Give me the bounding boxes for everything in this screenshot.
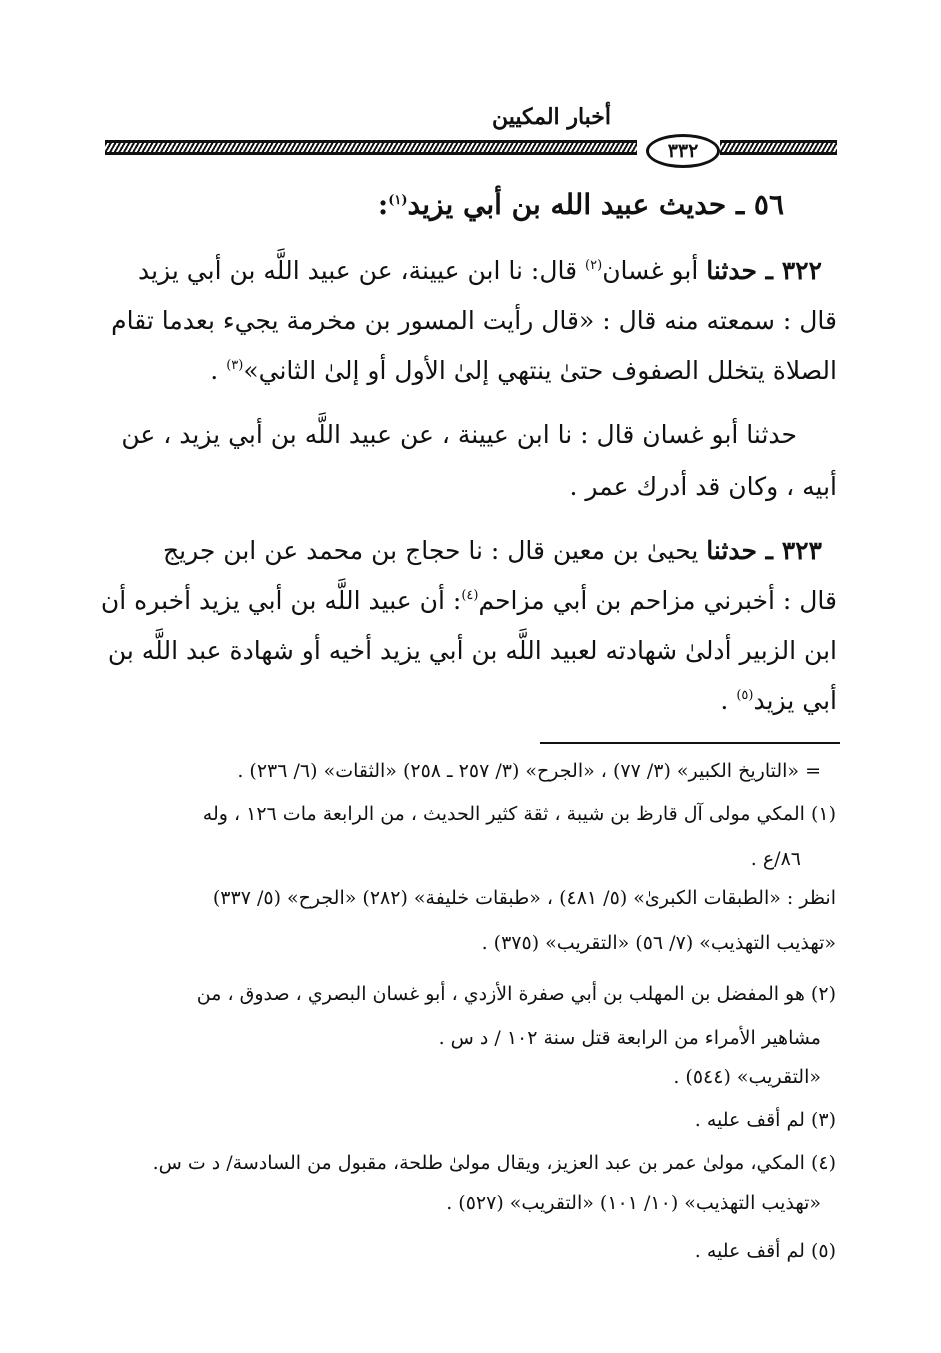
footnote-line: «تهذيب التهذيب» (١٠/ ١٠١) «التقريب» (٥٢٧) . <box>446 1192 821 1214</box>
footnote-line: مشاهير الأمراء من الرابعة قتل سنة ١٠٢ / د س . <box>438 1027 821 1049</box>
hadith-322-line-2: قال : سمعته منه قال : «قال رأيت المسور بن مخرمة يجيء بعدما تقام <box>111 306 837 335</box>
header-rule <box>105 138 837 162</box>
hadith-322-line-3: الصلاة يتخلل الصفوف حتىٰ ينتهي إلىٰ الأول أو إلىٰ الثاني»$^{(٣)}$ . <box>210 356 837 385</box>
page-number: ٣٣٢ <box>646 134 720 168</box>
header-rule-right <box>720 140 837 155</box>
header-rule-left <box>105 140 637 155</box>
hadith-323-line-3: ابن الزبير أدلىٰ شهادته لعبيد اللَّه بن أبي يزيد أخيه أو شهادة عبد اللَّه بن <box>107 636 837 665</box>
footnote-line: = «التاريخ الكبير» (٣/ ٧٧) ، «الجرح» (٣/ ٢٥٧ ـ ٢٥٨) «الثقات» (٦/ ٢٣٦) . <box>237 760 821 782</box>
footnote-divider <box>540 742 840 744</box>
hadith-323-line-4: أبي يزيد$^{(٥)}$ . <box>720 686 837 715</box>
hadith-322-number: ٣٢٢ ـ حدثنا <box>706 256 822 285</box>
hadith-322-line-1: ٣٢٢ ـ حدثنا أبو غسان$^{(٢)}$ قال: نا ابن عيينة، عن عبيد اللَّه بن أبي يزيد <box>138 256 822 285</box>
footnote-line: (٤) المكي، مولىٰ عمر بن عبد العزيز، ويقال مولىٰ طلحة، مقبول من السادسة/ د ت س. <box>152 1152 836 1174</box>
footnote-line: (٣) لم أقف عليه . <box>694 1109 836 1131</box>
footnote-line: ٨٦/ع . <box>750 848 801 870</box>
footnote-line: (٥) لم أقف عليه . <box>694 1240 836 1262</box>
footnote-line: «تهذيب التهذيب» (٧/ ٥٦) «التقريب» (٣٧٥) . <box>481 932 836 954</box>
hadith-323-line-1: ٣٢٣ ـ حدثنا يحيىٰ بن معين قال : نا حجاج بن محمد عن ابن جريج <box>163 536 822 565</box>
footnote-line: انظر : «الطبقات الكبرىٰ» (٥/ ٤٨١) ، «طبقات خليفة» (٢٨٢) «الجرح» (٥/ ٣٣٧) <box>212 887 836 909</box>
hadith-322-chain-line-1: حدثنا أبو غسان قال : نا ابن عيينة ، عن عبيد اللَّه بن أبي يزيد ، عن <box>121 420 797 449</box>
section-heading-text: ٥٦ ـ حديث عبيد الله بن أبي يزيد <box>407 188 784 221</box>
footnote-ref-5: (٥) <box>736 688 754 703</box>
footnote-line: «التقريب» (٥٤٤) . <box>673 1066 821 1088</box>
section-heading-colon: : <box>377 188 389 221</box>
running-title: أخبار المكيين <box>491 104 611 130</box>
footnote-ref-1: (١) <box>388 193 408 208</box>
hadith-323-number: ٣٢٣ ـ حدثنا <box>706 536 822 565</box>
footnote-ref-3: (٣) <box>226 358 244 373</box>
footnote-line: (٢) هو المفضل بن المهلب بن أبي صفرة الأزدي ، أبو غسان البصري ، صدوق ، من <box>196 983 836 1005</box>
hadith-323-line-2: قال : أخبرني مزاحم بن أبي مزاحم$^{(٤)}$: أن عبيد اللَّه بن أبي يزيد أخبره أن <box>100 586 837 615</box>
footnote-ref-4: (٤) <box>461 588 479 603</box>
footnote-ref-2: (٢) <box>585 258 603 273</box>
footnote-line: (١) المكي مولى آل قارظ بن شيبة ، ثقة كثير الحديث ، من الرابعة مات ١٢٦ ، وله <box>202 803 836 825</box>
hadith-322-chain-line-2: أبيه ، وكان قد أدرك عمر . <box>569 472 837 501</box>
